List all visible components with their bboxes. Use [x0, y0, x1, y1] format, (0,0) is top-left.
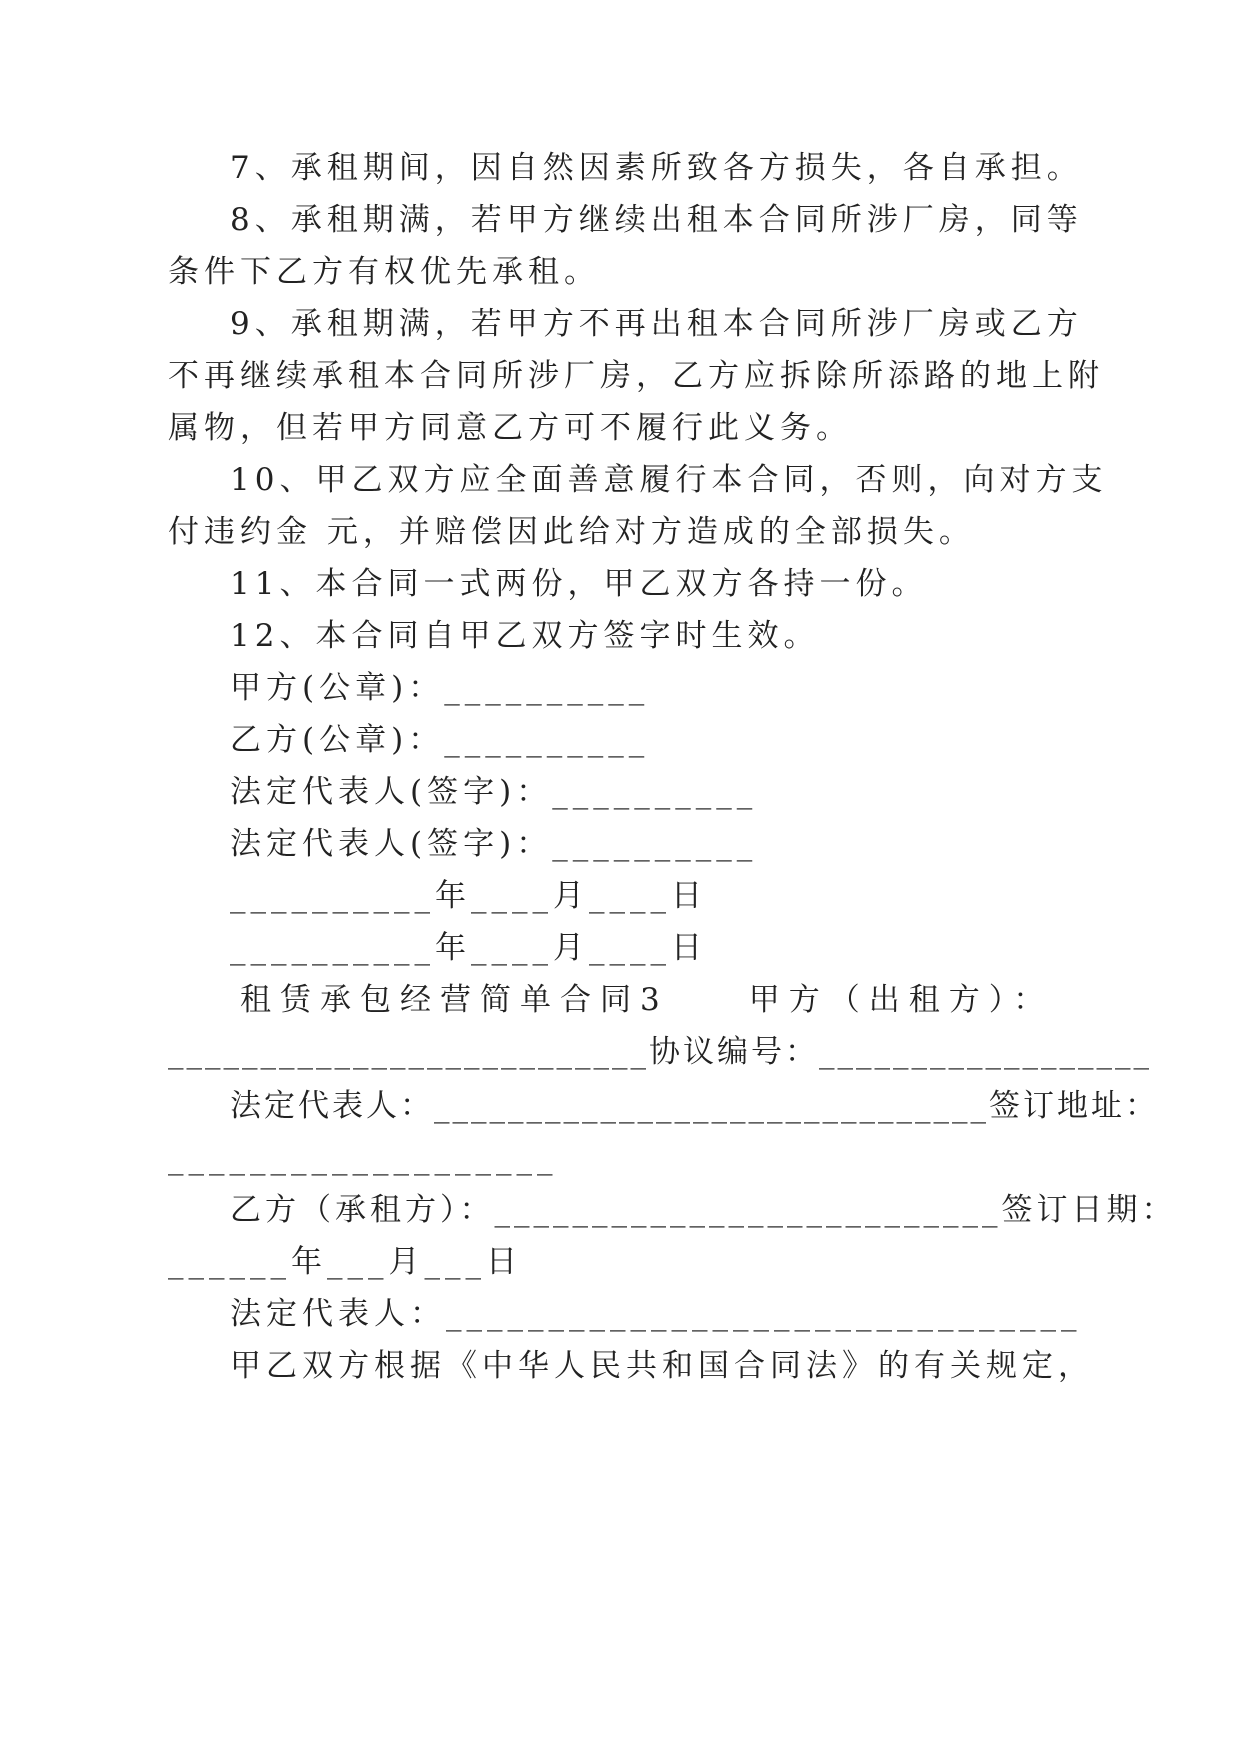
clause-7: 7、承租期间，因自然因素所致各方损失，各自承担。: [230, 150, 1083, 186]
date-line-1: __________年____月____日: [230, 878, 707, 914]
clause-9-cont-2: 属物，但若甲方同意乙方可不履行此义务。: [168, 410, 852, 446]
lessee-rep-line: 法定代表人：_______________________________: [230, 1296, 1082, 1332]
agreement-number-line: __________________________协议编号：__________________: [168, 1034, 1152, 1070]
clause-8-cont: 条件下乙方有权优先承租。: [168, 254, 600, 290]
contract-title-line: 租赁承包经营简单合同3 甲方（出租方）：: [240, 982, 1054, 1018]
lessor-rep-address-line: 法定代表人：______________________________签订地址：: [230, 1088, 1159, 1124]
clause-12: 12、本合同自甲乙双方签字时生效。: [230, 618, 820, 654]
clause-9-cont-1: 不再继续承租本合同所涉厂房，乙方应拆除所添路的地上附: [168, 358, 1104, 394]
legal-rep-sign-line-2: 法定代表人(签字)：__________: [230, 826, 758, 862]
legal-rep-sign-line-1: 法定代表人(签字)：__________: [230, 774, 758, 810]
address-blank-line: ___________________: [168, 1140, 558, 1176]
clause-8: 8、承租期满，若甲方继续出租本合同所涉厂房，同等: [230, 202, 1083, 238]
sign-date-blank-line: ______年___月___日: [168, 1244, 522, 1280]
date-line-2: __________年____月____日: [230, 930, 707, 966]
party-b-seal-line: 乙方(公章)：__________: [230, 722, 650, 758]
lessee-sign-date-line: 乙方（承租方）：__________________________签订日期：: [230, 1192, 1177, 1228]
clause-10-cont: 付违约金 元，并赔偿因此给对方造成的全部损失。: [168, 514, 975, 550]
clause-11: 11、本合同一式两份，甲乙双方各持一份。: [230, 566, 928, 602]
preamble-line: 甲乙双方根据《中华人民共和国合同法》的有关规定，: [230, 1348, 1094, 1384]
party-a-seal-line: 甲方(公章)：__________: [230, 670, 650, 706]
clause-9: 9、承租期满，若甲方不再出租本合同所涉厂房或乙方: [230, 306, 1083, 342]
clause-10: 10、甲乙双方应全面善意履行本合同，否则，向对方支: [230, 462, 1108, 498]
